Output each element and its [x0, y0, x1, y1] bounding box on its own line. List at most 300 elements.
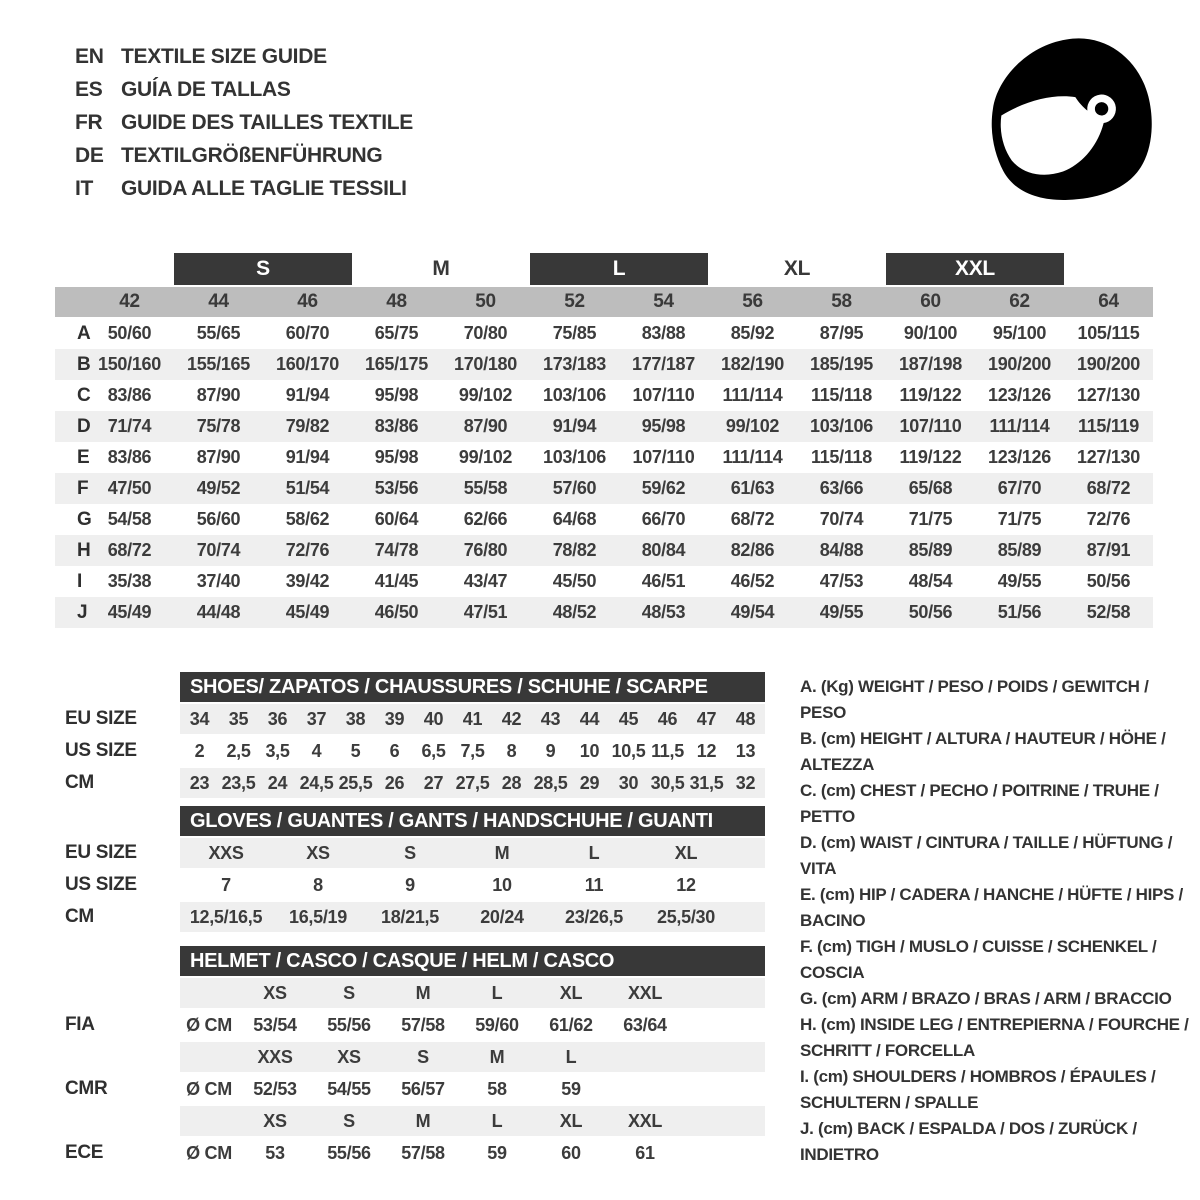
measurement-value: 173/183 — [543, 354, 606, 374]
helmet-icon — [978, 32, 1160, 206]
helmet-size-value: 57/58 — [401, 1142, 445, 1163]
measurement-value: 83/88 — [641, 323, 686, 343]
size-column-header: 62 — [1009, 291, 1030, 312]
measurement-value: 70/74 — [819, 509, 864, 529]
legend-unit: (cm) — [820, 1015, 860, 1034]
measurement-value: 119/122 — [899, 447, 962, 467]
measurement-value: 46/51 — [641, 571, 686, 591]
measurement-value: 72/76 — [285, 540, 330, 560]
row-band — [180, 978, 765, 1008]
measurement-value: 85/92 — [730, 323, 775, 343]
measurement-value: 105/115 — [1077, 323, 1140, 343]
size-cell: 24,5 — [299, 772, 334, 793]
legend-item — [800, 986, 1194, 1012]
size-cell: 23 — [189, 772, 210, 793]
measurement-value: 51/56 — [997, 602, 1042, 622]
measurement-row-f — [55, 473, 1153, 504]
measurement-value: 58/62 — [285, 509, 330, 529]
measurement-value: 103/106 — [543, 385, 606, 405]
measurement-row-b — [55, 349, 1153, 380]
language-code: FR — [75, 110, 103, 134]
measurement-value: 111/114 — [722, 447, 783, 467]
helmet-size-value: 61/62 — [549, 1014, 593, 1035]
measurement-value: 56/60 — [196, 509, 241, 529]
measurement-value: 65/75 — [374, 323, 419, 343]
helmet-size-header: M — [415, 982, 431, 1003]
size-cell: 32 — [735, 772, 756, 793]
measurement-value: 59/62 — [641, 478, 686, 498]
size-number-row — [55, 287, 1153, 317]
size-group-spacer — [55, 253, 174, 285]
measurement-value: 91/94 — [285, 385, 330, 405]
size-column-header: 54 — [653, 291, 674, 312]
legend-item — [800, 1012, 1194, 1064]
helmet-size-header: S — [343, 1110, 355, 1131]
measurement-value: 87/95 — [819, 323, 864, 343]
language-code: IT — [75, 176, 94, 200]
measurement-value: 68/72 — [107, 540, 152, 560]
size-cell: 31,5 — [689, 772, 724, 793]
legend-key: F. — [800, 937, 818, 956]
size-group-xl: XL — [783, 257, 811, 280]
helmet-size-value: 59 — [487, 1142, 507, 1163]
legend-text: HEIGHT / ALTURA / HAUTEUR / HÖHE / ALTEZZA — [800, 729, 1166, 774]
row-cells — [180, 978, 765, 1008]
measurement-value: 115/119 — [1078, 416, 1139, 436]
size-cell: 25,5/30 — [657, 906, 715, 927]
size-cell: 38 — [345, 708, 366, 729]
language-code: ES — [75, 77, 103, 101]
measurement-value: 83/86 — [107, 447, 152, 467]
size-column-header: 44 — [208, 291, 229, 312]
measurement-row-key: F — [77, 477, 89, 499]
legend-text: BACK / ESPALDA / DOS / ZURÜCK / INDIETRO — [800, 1119, 1137, 1164]
measurement-row-key: A — [77, 322, 91, 344]
size-data-rows — [55, 318, 1153, 628]
legend-key: C. — [800, 781, 821, 800]
size-cell: 6 — [389, 740, 400, 761]
gloves-table — [65, 806, 765, 934]
measurement-value: 80/84 — [641, 540, 686, 560]
size-cell: 45 — [618, 708, 639, 729]
legend-unit: (cm) — [820, 781, 860, 800]
size-cell: 35 — [228, 708, 249, 729]
measurement-value: 95/98 — [374, 447, 419, 467]
measurement-row-c — [55, 380, 1153, 411]
size-cell: 44 — [579, 708, 600, 729]
size-cell: 4 — [311, 740, 322, 761]
helmet-size-value: 55/56 — [327, 1014, 371, 1035]
helmet-size-value: 60 — [561, 1142, 581, 1163]
size-cell: 40 — [423, 708, 444, 729]
size-column-header: 50 — [475, 291, 496, 312]
helmet-size-header: M — [489, 1046, 505, 1067]
size-group-m: M — [432, 257, 450, 280]
measurement-value: 49/55 — [997, 571, 1042, 591]
size-cell: 2,5 — [226, 740, 251, 761]
measurement-value: 50/56 — [1086, 571, 1131, 591]
size-cell: 12 — [696, 740, 717, 761]
row-band — [180, 704, 765, 734]
measurement-value: 85/89 — [908, 540, 953, 560]
measurement-value: 76/80 — [463, 540, 508, 560]
measurement-value: 64/68 — [552, 509, 597, 529]
size-cell: 7 — [221, 874, 231, 895]
language-code: DE — [75, 143, 104, 167]
row-cells — [180, 1074, 765, 1104]
helmet-size-value: 56/57 — [401, 1078, 445, 1099]
measurement-value: 155/165 — [187, 354, 250, 374]
measurement-value: 119/122 — [899, 385, 962, 405]
main-size-table — [55, 253, 1153, 628]
measurement-value: 75/85 — [552, 323, 597, 343]
size-cell: 6,5 — [421, 740, 446, 761]
size-cell: 8 — [506, 740, 517, 761]
measurement-value: 87/90 — [196, 385, 241, 405]
language-row — [75, 172, 413, 205]
measurement-row-j — [55, 597, 1153, 628]
helmet-size-header: L — [565, 1046, 577, 1067]
measurement-value: 52/58 — [1086, 602, 1131, 622]
measurement-row-key: H — [77, 539, 91, 561]
legend-item — [800, 830, 1194, 882]
legend-unit: (cm) — [820, 729, 860, 748]
measurement-value: 165/175 — [365, 354, 428, 374]
measurement-value: 47/53 — [819, 571, 864, 591]
size-column-header: 42 — [119, 291, 140, 312]
size-cell: 36 — [267, 708, 288, 729]
shoes-table-rows — [65, 704, 765, 798]
measurement-value: 54/58 — [107, 509, 152, 529]
gloves-table-title: GLOVES / GUANTES / GANTS / HANDSCHUHE / GUANTI — [180, 806, 765, 836]
legend-text: HIP / CADERA / HANCHE / HÜFTE / HIPS / BACINO — [800, 885, 1183, 930]
measurement-value: 115/118 — [811, 385, 872, 405]
measurement-value: 71/75 — [908, 509, 953, 529]
language-row — [75, 40, 413, 73]
measurement-value: 91/94 — [552, 416, 597, 436]
size-cell: 26 — [384, 772, 405, 793]
measurement-value: 41/45 — [374, 571, 419, 591]
measurement-value: 72/76 — [1086, 509, 1131, 529]
measurement-value: 187/198 — [899, 354, 962, 374]
legend-text: CHEST / PECHO / POITRINE / TRUHE / PETTO — [800, 781, 1159, 826]
helmet-size-value: 59 — [561, 1078, 581, 1099]
measurement-value: 127/130 — [1077, 385, 1140, 405]
language-code: EN — [75, 44, 104, 68]
helmet-size-value: 53 — [265, 1142, 285, 1163]
measurement-row-key: C — [77, 384, 91, 406]
measurement-value: 48/54 — [908, 571, 953, 591]
size-cell: XL — [674, 842, 698, 863]
language-title: TEXTILE SIZE GUIDE — [121, 44, 327, 68]
measurement-value: 45/49 — [107, 602, 152, 622]
measurement-value: 65/68 — [908, 478, 953, 498]
row-band — [180, 1010, 765, 1040]
measurement-row-a — [55, 318, 1153, 349]
measurement-value: 50/60 — [107, 323, 152, 343]
unit-spacer — [180, 978, 238, 1008]
measurement-value: 107/110 — [899, 416, 962, 436]
measurement-value: 182/190 — [721, 354, 784, 374]
helmet-size-header: XL — [559, 982, 583, 1003]
measurement-row-key: D — [77, 415, 91, 437]
measurement-value: 103/106 — [543, 447, 606, 467]
size-cell: L — [588, 842, 600, 863]
row-cells — [180, 704, 765, 734]
row-label: EU SIZE — [65, 708, 137, 729]
helmet-standard-row-ece — [65, 1138, 765, 1168]
helmet-size-header: S — [343, 982, 355, 1003]
measurement-value: 66/70 — [641, 509, 686, 529]
measurement-value: 99/102 — [458, 447, 513, 467]
row-label-spacer — [65, 1042, 180, 1072]
measurement-value: 68/72 — [1086, 478, 1131, 498]
row-band — [180, 736, 765, 766]
row-band — [180, 1042, 765, 1072]
measurement-value: 35/38 — [107, 571, 152, 591]
measurement-value: 127/130 — [1077, 447, 1140, 467]
measurement-value: 75/78 — [196, 416, 241, 436]
row-cells — [180, 768, 765, 798]
measurement-value: 87/90 — [196, 447, 241, 467]
row-cells — [180, 1010, 765, 1040]
measurement-value: 53/56 — [374, 478, 419, 498]
legend-item — [800, 674, 1194, 726]
helmet-size-header-row — [65, 1042, 765, 1072]
language-title: GUÍA DE TALLAS — [121, 77, 291, 101]
measurement-value: 177/187 — [632, 354, 695, 374]
helmet-size-value: 54/55 — [327, 1078, 371, 1099]
size-cell: 37 — [306, 708, 327, 729]
legend-key: H. — [800, 1015, 821, 1034]
measurement-value: 63/66 — [819, 478, 864, 498]
helmet-size-value: 58 — [487, 1078, 507, 1099]
measurement-value: 123/126 — [988, 447, 1051, 467]
helmet-size-header: L — [491, 1110, 503, 1131]
table-row — [65, 704, 765, 734]
size-cell: 34 — [189, 708, 210, 729]
standard-label: ECE — [65, 1142, 104, 1163]
legend-key: G. — [800, 989, 822, 1008]
helmet-size-header: XXL — [627, 1110, 663, 1131]
row-cells — [180, 902, 765, 932]
measurement-value: 45/49 — [285, 602, 330, 622]
size-column-header: 64 — [1098, 291, 1119, 312]
unit-label: Ø CM — [186, 1142, 232, 1163]
language-row — [75, 73, 413, 106]
measurement-value: 91/94 — [285, 447, 330, 467]
legend-key: D. — [800, 833, 821, 852]
legend-key: E. — [800, 885, 820, 904]
helmet-size-header: XS — [263, 982, 287, 1003]
measurement-row-key: B — [77, 353, 91, 375]
measurement-value: 85/89 — [997, 540, 1042, 560]
number-row-spacer — [55, 287, 85, 317]
measurement-value: 60/64 — [374, 509, 419, 529]
size-column-header: 58 — [831, 291, 852, 312]
size-cell: 3,5 — [265, 740, 290, 761]
measurement-row-e — [55, 442, 1153, 473]
legend-text: INSIDE LEG / ENTREPIERNA / FOURCHE / SCHRITT / FORCELLA — [800, 1015, 1189, 1060]
size-cell: 24 — [267, 772, 288, 793]
language-title: TEXTILGRÖßENFÜHRUNG — [121, 143, 383, 167]
measurement-value: 44/48 — [196, 602, 241, 622]
helmet-standard-row-fia — [65, 1010, 765, 1040]
measurement-value: 74/78 — [374, 540, 419, 560]
size-group-l: L — [530, 253, 708, 285]
size-cell: 13 — [735, 740, 756, 761]
measurement-value: 48/53 — [641, 602, 686, 622]
legend-item — [800, 934, 1194, 986]
size-cell: 41 — [462, 708, 483, 729]
size-cell: 46 — [657, 708, 678, 729]
table-row — [65, 870, 765, 900]
helmet-table-title: HELMET / CASCO / CASQUE / HELM / CASCO — [180, 946, 765, 976]
size-cell: 29 — [579, 772, 600, 793]
measurement-value: 55/58 — [463, 478, 508, 498]
size-cell: 30 — [618, 772, 639, 793]
measurement-value: 68/72 — [730, 509, 775, 529]
measurement-value: 46/50 — [374, 602, 419, 622]
helmet-size-header: XXL — [627, 982, 663, 1003]
size-cell: 10,5 — [611, 740, 646, 761]
size-cell: 23/26,5 — [565, 906, 623, 927]
measurement-value: 61/63 — [730, 478, 775, 498]
measurement-value: 185/195 — [810, 354, 873, 374]
legend-unit: (Kg) — [820, 677, 859, 696]
legend-item — [800, 726, 1194, 778]
helmet-size-value: 57/58 — [401, 1014, 445, 1035]
measurement-value: 57/60 — [552, 478, 597, 498]
measurement-value: 45/50 — [552, 571, 597, 591]
gloves-table-rows — [65, 838, 765, 932]
measurement-value: 55/65 — [196, 323, 241, 343]
size-cell: 16,5/19 — [289, 906, 347, 927]
size-group-xxl: XXL — [886, 253, 1064, 285]
measurement-value: 78/82 — [552, 540, 597, 560]
row-cells — [180, 736, 765, 766]
row-cells — [180, 1042, 765, 1072]
measurement-value: 70/74 — [196, 540, 241, 560]
language-list — [75, 40, 413, 205]
legend-item — [800, 778, 1194, 830]
measurement-row-g — [55, 504, 1153, 535]
measurement-value: 67/70 — [997, 478, 1042, 498]
legend-unit: (cm) — [820, 833, 860, 852]
row-label-spacer — [65, 978, 180, 1008]
measurement-value: 79/82 — [285, 416, 330, 436]
measurement-value: 71/75 — [997, 509, 1042, 529]
helmet-size-header: L — [491, 982, 503, 1003]
size-cell: XS — [306, 842, 330, 863]
measurement-value: 43/47 — [463, 571, 508, 591]
legend-unit: (cm) — [818, 1119, 858, 1138]
helmet-size-value: 53/54 — [253, 1014, 297, 1035]
helmet-size-value: 52/53 — [253, 1078, 297, 1099]
legend-text: ARM / BRAZO / BRAS / ARM / BRACCIO — [860, 989, 1172, 1008]
legend-key: I. — [800, 1067, 814, 1086]
row-label-spacer — [65, 1106, 180, 1136]
measurement-value: 47/51 — [463, 602, 508, 622]
size-cell: 12 — [676, 874, 696, 895]
size-column-header: 52 — [564, 291, 585, 312]
size-cell: 11 — [584, 874, 604, 895]
row-band — [180, 768, 765, 798]
size-cell: 43 — [540, 708, 561, 729]
size-group-s: S — [174, 253, 352, 285]
row-cells — [180, 1138, 765, 1168]
unit-spacer — [180, 1042, 238, 1072]
row-band — [180, 1074, 765, 1104]
legend-key: A. — [800, 677, 821, 696]
helmet-size-value: 59/60 — [475, 1014, 519, 1035]
helmet-table — [65, 946, 765, 1170]
size-column-header: 56 — [742, 291, 763, 312]
measurement-value: 51/54 — [285, 478, 330, 498]
language-row — [75, 106, 413, 139]
legend-unit: (cm) — [813, 1067, 853, 1086]
measurement-value: 82/86 — [730, 540, 775, 560]
measurement-value: 48/52 — [552, 602, 597, 622]
measurement-value: 95/100 — [992, 323, 1047, 343]
measurement-value: 103/106 — [810, 416, 873, 436]
size-cell: 2 — [194, 740, 205, 761]
row-label: US SIZE — [65, 874, 137, 895]
size-cell: 27,5 — [455, 772, 490, 793]
helmet-size-header: M — [415, 1110, 431, 1131]
unit-spacer — [180, 1106, 238, 1136]
helmet-size-value: 63/64 — [623, 1014, 667, 1035]
size-cell: 30,5 — [650, 772, 685, 793]
size-cell: 28 — [501, 772, 522, 793]
measurement-value: 84/88 — [819, 540, 864, 560]
size-cell: 7,5 — [460, 740, 485, 761]
measurement-value: 50/56 — [908, 602, 953, 622]
measurement-value: 49/54 — [730, 602, 775, 622]
measurement-value: 49/52 — [196, 478, 241, 498]
size-cell: 42 — [501, 708, 522, 729]
unit-label: Ø CM — [186, 1014, 232, 1035]
size-cell: 9 — [405, 874, 415, 895]
size-cell: 20/24 — [480, 906, 524, 927]
size-cell: 23,5 — [221, 772, 256, 793]
measurement-value: 47/50 — [107, 478, 152, 498]
legend-text: SHOULDERS / HOMBROS / ÉPAULES / SCHULTERN / SPALLE — [800, 1067, 1156, 1112]
size-cell: 25,5 — [338, 772, 373, 793]
helmet-table-rows — [65, 978, 765, 1168]
row-band — [180, 902, 765, 932]
legend-text: TIGH / MUSLO / CUISSE / SCHENKEL / COSCIA — [800, 937, 1157, 982]
measurement-value: 123/126 — [988, 385, 1051, 405]
measurement-value: 60/70 — [285, 323, 330, 343]
measurement-value: 107/110 — [632, 385, 695, 405]
unit-label: Ø CM — [186, 1078, 232, 1099]
measurement-value: 46/52 — [730, 571, 775, 591]
helmet-size-header: XL — [559, 1110, 583, 1131]
legend-item — [800, 1116, 1194, 1168]
measurement-value: 160/170 — [276, 354, 339, 374]
row-label: EU SIZE — [65, 842, 137, 863]
legend-item — [800, 1064, 1194, 1116]
row-cells — [180, 870, 765, 900]
legend-key: B. — [800, 729, 821, 748]
size-cell: 39 — [384, 708, 405, 729]
measurement-value: 39/42 — [285, 571, 330, 591]
legend-item — [800, 882, 1194, 934]
standard-label: CMR — [65, 1078, 108, 1099]
measurement-value: 111/114 — [989, 416, 1050, 436]
row-label: US SIZE — [65, 740, 137, 761]
